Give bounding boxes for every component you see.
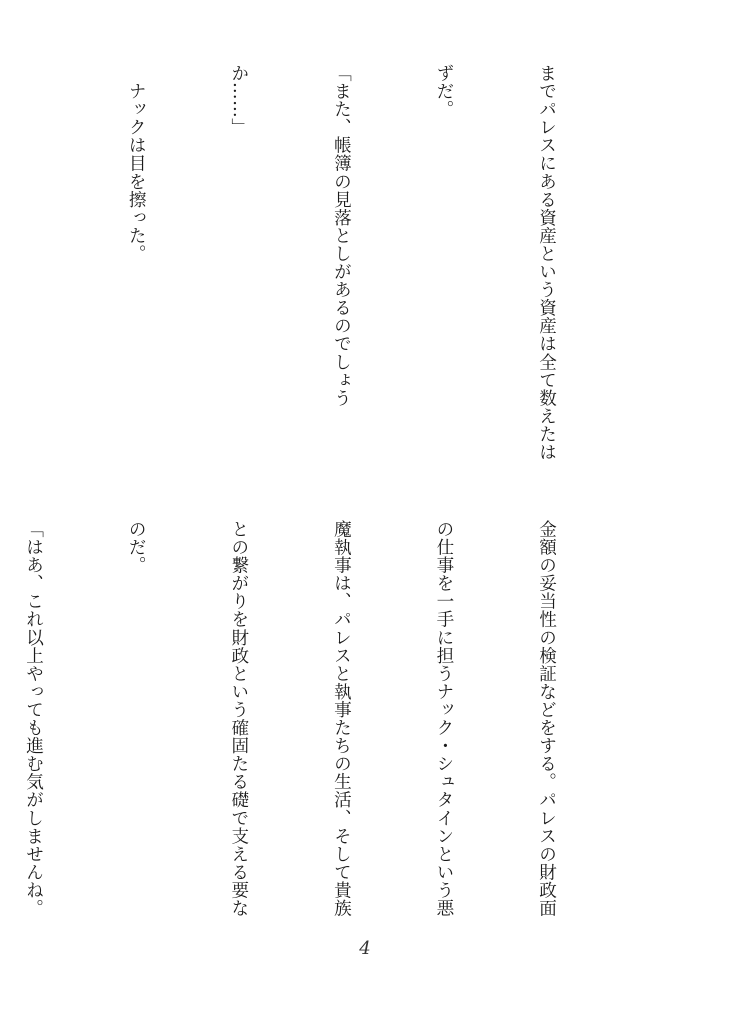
page-number: 4 — [359, 938, 371, 959]
text-line: のだ。 — [126, 520, 147, 575]
upper-text-block — [0, 64, 632, 484]
text-line: か……」 — [228, 64, 249, 137]
text-line: 金額の妥当性の検証などをする。パレスの財政面 — [536, 520, 557, 918]
text-line: の仕事を一手に担うナック・シュタインという悪 — [433, 520, 454, 918]
text-line: 「はあ、これ以上やっても進む気がしませんね。 — [23, 520, 44, 918]
text-line: との繋がりを財政という確固たる礎で支える要な — [228, 520, 249, 918]
blank-line — [16, 64, 50, 484]
text-line: ナックは目を擦った。 — [126, 64, 147, 263]
text-line: 魔執事は、パレスと執事たちの生活、そして貴族 — [331, 520, 352, 918]
text-line: 「また、帳簿の見落としがあるのでしょう — [331, 64, 352, 407]
text-line: ずだ。 — [433, 64, 454, 119]
text-line: までパレスにある資産という資産は全て数えたは — [536, 64, 557, 462]
lower-text-block — [0, 520, 632, 930]
